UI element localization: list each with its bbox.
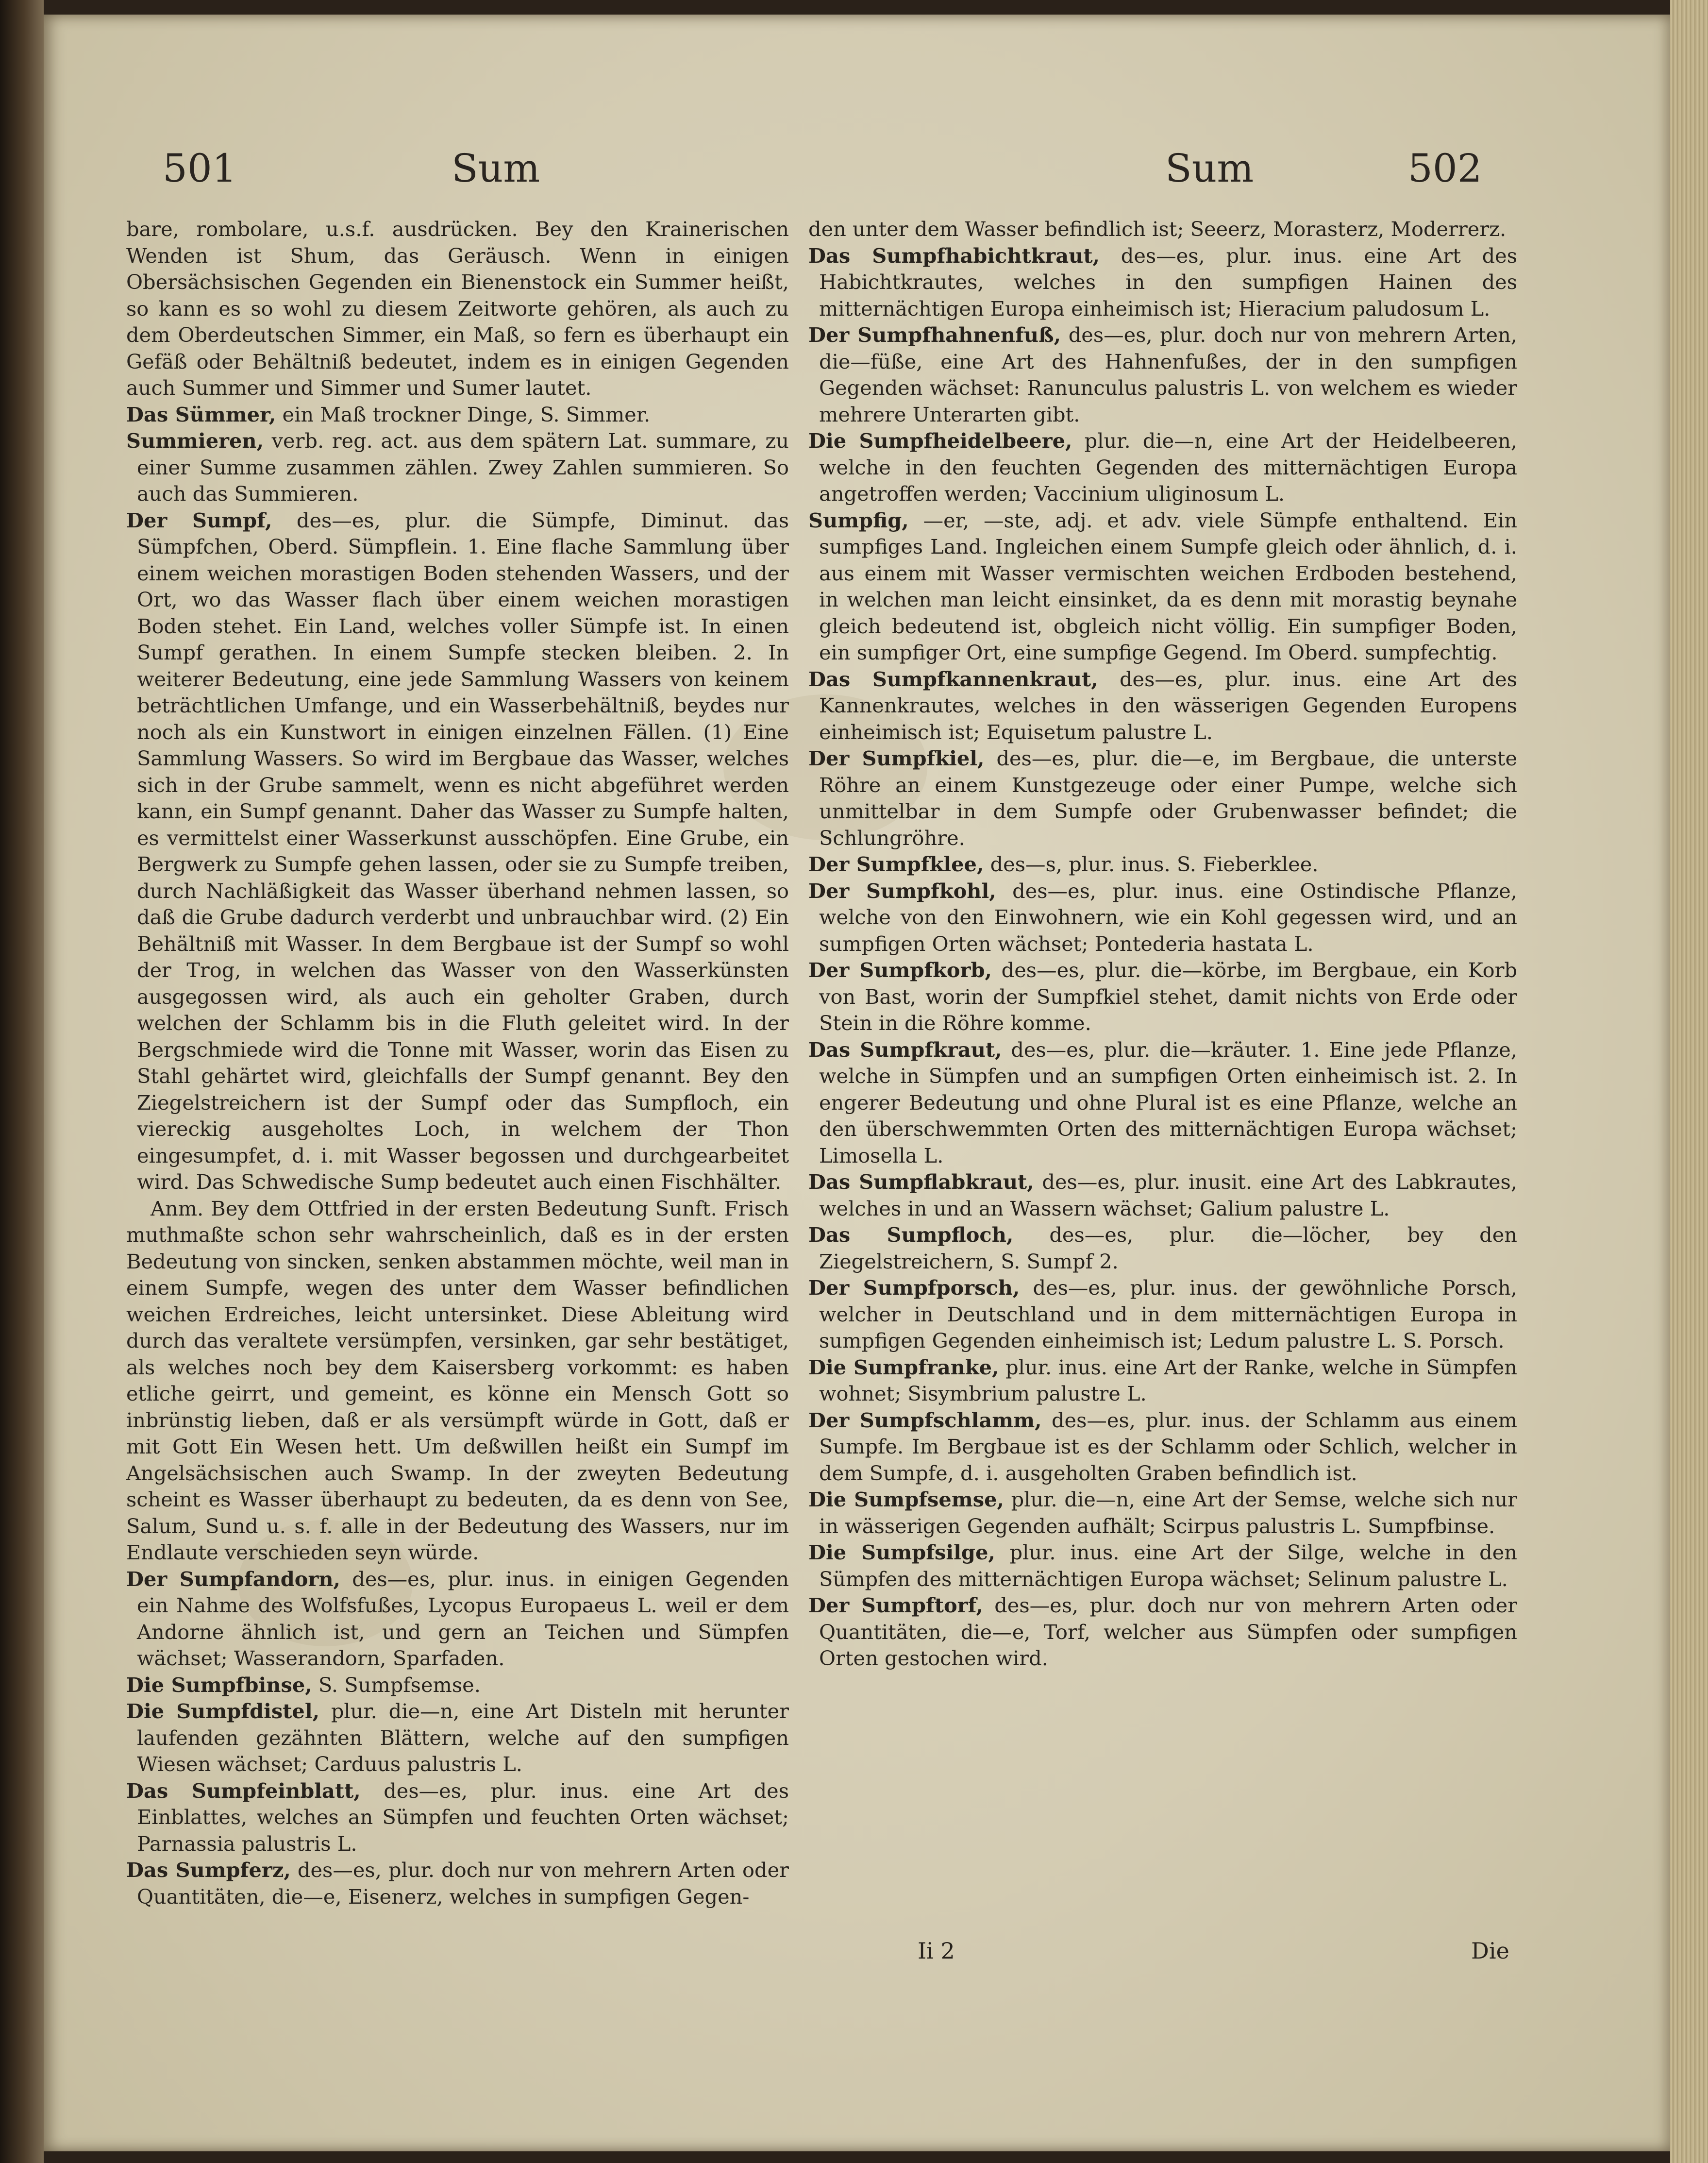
headword: Die Sumpfheidelbeere,: [808, 429, 1072, 453]
dictionary-entry: Der Sumpfandorn, des—es, plur. inus. in einigen Gegenden ein Nahme des Wolfsfußes, Lycopus Europaeus L. weil er dem Andorne ähnlich ist, und gern an Teichen und Sümpfen wächset; Wasserandorn, Sparfaden.: [126, 1567, 789, 1670]
dictionary-entry: Der Sumpfschlamm, des—es, plur. inus. der Schlamm aus einem Sumpfe. Im Bergbaue ist es der Schlamm oder Schlich, welcher in dem Sumpfe, d. i. ausgeholten Graben befindlich ist.: [808, 1408, 1517, 1485]
running-head-left: Sum: [452, 146, 540, 191]
entry-continuation: bare, rombolare, u.s.f. ausdrücken. Bey den Krainerischen Wenden ist Shum, das Geräusch. Wenn in einigen Obersächsischen Gegenden ein Bienenstock ein Summer heißt, so kann es so wohl zu diesem Zeitworte gehören, als auch zu dem Oberdeutschen Simmer, ein Maß, so fern es überhaupt ein Gefäß oder Behältniß bedeutet, indem es in einigen Gegenden auch Summer und Simmer und Sumer lautet.: [126, 217, 789, 400]
dictionary-entry: Das Sümmer, ein Maß trockner Dinge, S. Simmer.: [126, 402, 651, 426]
headword: Die Sumpfbinse,: [126, 1673, 312, 1697]
dictionary-entry: Das Sumpfloch, des—es, plur. die—löcher, bey den Ziegelstreichern, S. Sumpf 2.: [808, 1223, 1517, 1273]
catchword: Die: [1471, 1938, 1509, 1964]
headword: Das Sumpfeinblatt,: [126, 1778, 361, 1803]
entry-continuation: den unter dem Wasser befindlich ist; Seeerz, Morasterz, Moderrerz.: [808, 217, 1507, 241]
dictionary-entry: Die Sumpfdistel, plur. die—n, eine Art Disteln mit herunter laufenden gezähnten Blättern, welche auf den sumpfigen Wiesen wächset; Carduus palustris L.: [126, 1699, 789, 1776]
dictionary-entry: Der Sumpfporsch, des—es, plur. inus. der gewöhnliche Porsch, welcher in Deutschland und in dem mitternächtigen Europa in sumpfigen Gegenden einheimisch ist; Ledum palustre L. S. Porsch.: [808, 1276, 1517, 1352]
headword: Die Sumpfranke,: [808, 1355, 999, 1379]
page-number-left: 501: [163, 146, 237, 191]
headword: Das Sumpfkannenkraut,: [808, 667, 1098, 691]
headword: Der Sumpfkiel,: [808, 746, 985, 770]
dictionary-entry: Die Sumpfheidelbeere, plur. die—n, eine Art der Heidelbeeren, welche in den feuchten Gegenden des mitternächtigen Europa angetroffen werden; Vaccinium uliginosum L.: [808, 429, 1517, 506]
dictionary-entry: Die Sumpfsemse, plur. die—n, eine Art der Semse, welche sich nur in wässerigen Gegenden aufhält; Scirpus palustris L. Sumpfbinse.: [808, 1487, 1517, 1538]
headword: Der Sumpfhahnenfuß,: [808, 323, 1061, 347]
headword: Der Sumpfklee,: [808, 852, 984, 876]
dictionary-entry: Die Sumpfbinse, S. Sumpfsemse.: [126, 1673, 481, 1697]
annotation-paragraph: Anm. Bey dem Ottfried in der ersten Bedeutung Sunft. Frisch muthmaßte schon sehr wahrscheinlich, daß es in der ersten Bedeutung von sincken, senken abstammen möchte, weil man in einem Sumpfe, wegen des unter dem Wasser befindlichen weichen Erdreiches, leicht untersinket. Diese Ableitung wird durch das veraltete versümpfen, versinken, gar sehr bestätiget, als welches noch bey dem Kaisersberg vorkommt: es haben etliche geirrt, und gemeint, es könne ein Mensch Gott so inbrünstig lieben, daß er als versümpft würde in Gott, daß er mit Gott Ein Wesen hett. Um deßwillen heißt ein Sumpf im Angelsächsischen auch Swamp. In der zweyten Bedeutung scheint es Wasser überhaupt zu bedeuten, da es denn von See, Salum, Sund u. s. f. alle in der Bedeutung des Wassers, nur im Endlaute verschieden seyn würde.: [126, 1196, 789, 1564]
running-head-right: Sum: [1165, 146, 1254, 191]
headword: Das Sümmer,: [126, 402, 276, 426]
dictionary-entry: Der Sumpfkohl, des—es, plur. inus. eine Ostindische Pflanze, welche von den Einwohnern, wie ein Kohl gegessen wird, und an sumpfigen Orten wächset; Pontederia hastata L.: [808, 879, 1517, 956]
dictionary-entry: Die Sumpfsilge, plur. inus. eine Art der Silge, welche in den Sümpfen des mitternächtigen Europa wächset; Selinum palustre L.: [808, 1540, 1518, 1591]
dictionary-entry: Das Sumpferz, des—es, plur. doch nur von mehrern Arten oder Quantitäten, die—e, Eisenerz, welches in sumpfigen Gegen-: [126, 1858, 789, 1909]
headword: Sumpfig,: [808, 508, 909, 532]
headword: Der Sumpfkohl,: [808, 879, 996, 903]
left-column: [126, 216, 789, 1910]
headword: Das Sumpfhabichtkraut,: [808, 243, 1100, 268]
dictionary-entry: Der Sumpf, des—es, plur. die Sümpfe, Diminut. das Sümpfchen, Oberd. Sümpflein. 1. Eine flache Sammlung über einem weichen morastigen Boden stehenden Wassers, und der Ort, wo das Wasser flach über einem weichen morastigen Boden stehet. Ein Land, welches voller Sümpfe ist. In einen Sumpf gerathen. In einem Sumpfe stecken bleiben. 2. In weiterer Bedeutung, eine jede Sammlung Wassers von keinem beträchtlichen Umfange, und ein Wasserbehältniß, beydes nur noch als ein Kunstwort in einigen einzelnen Fällen. (1) Eine Sammlung Wassers. So wird im Bergbaue das Wasser, welches sich in der Grube sammelt, wenn es nicht abgeführet werden kann, ein Sumpf genannt. Daher das Wasser zu Sumpfe halten, es vermittelst einer Wasserkunst ausschöpfen. Eine Grube, ein Bergwerk zu Sumpfe gehen lassen, oder sie zu Sumpfe treiben, durch Nachläßigkeit das Wasser überhand nehmen lassen, so daß die Grube dadurch verderbt und unbrauchbar wird. (2) Ein Behältniß mit Wasser. In dem Bergbaue ist der Sumpf so wohl der Trog, in welchen das Wasser von den Wasserkünsten ausgegossen wird, als auch ein geholter Graben, durch welchen der Schlamm bis in die Fluth geleitet wird. In der Bergschmiede wird die Tonne mit Wasser, worin das Eisen zu Stahl gehärtet wird, gleichfalls der Sumpf genannt. Bey den Ziegelstreichern ist der Sumpf oder das Sumpfloch, ein viereckig ausgeholtes Loch, in welchem der Thon eingesumpfet, d. i. mit Wasser begossen und durchgearbeitet wird. Das Schwedische Sump bedeutet auch einen Fischhälter.: [126, 508, 789, 1194]
headword: Das Sumpfloch,: [808, 1223, 1014, 1247]
dictionary-entry: Das Sumpfkraut, des—es, plur. die—kräuter. 1. Eine jede Pflanze, welche in Sümpfen und an sumpfigen Orten einheimisch ist. 2. In engerer Bedeutung und ohne Plural ist es eine Pflanze, welche an den überschwemmten Orten des mitternächtigen Europa wächset; Limosella L.: [808, 1037, 1517, 1167]
page-number-right: 502: [1408, 146, 1482, 191]
dictionary-entry: Der Sumpfklee, des—s, plur. inus. S. Fieberklee.: [808, 852, 1319, 876]
headword: Die Sumpfdistel,: [126, 1699, 320, 1723]
dictionary-entry: Das Sumpflabkraut, des—es, plur. inusit. eine Art des Labkrautes, welches in und an Wassern wächset; Galium palustre L.: [808, 1170, 1518, 1220]
dictionary-entry: Sumpfig, —er, —ste, adj. et adv. viele Sümpfe enthaltend. Ein sumpfiges Land. Ingleichen einem Sumpfe gleich oder ähnlich, d. i. aus einem mit Wasser vermischten weichen Erdboden bestehend, in welchen man leicht einsinket, da es denn mit morastig beynahe gleich bedeutend ist, obgleich nicht völlig. Ein sumpfiger Boden, ein sumpfiger Ort, eine sumpfige Gegend. Im Oberd. sumpfechtig.: [808, 508, 1517, 664]
headword: Der Sumpftorf,: [808, 1593, 983, 1617]
headword: Der Sumpfschlamm,: [808, 1408, 1042, 1432]
headword: Das Sumpfkraut,: [808, 1037, 1002, 1062]
book-spine-edge: [0, 0, 44, 2163]
dictionary-entry: Das Sumpfhabichtkraut, des—es, plur. inus. eine Art des Habichtkrautes, welches in den sumpfigen Hainen des mitternächtigen Europa einheimisch ist; Hieracium paludosum L.: [808, 243, 1518, 321]
signature-mark: Ii 2: [918, 1938, 955, 1964]
dictionary-entry: Das Sumpfeinblatt, des—es, plur. inus. eine Art des Einblattes, welches an Sümpfen und feuchten Orten wächset; Parnassia palustris L.: [126, 1778, 789, 1856]
dictionary-entry: Das Sumpfkannenkraut, des—es, plur. inus. eine Art des Kannenkrautes, welches in den wässerigen Gegenden Europens einheimisch ist; Equisetum palustre L.: [808, 667, 1517, 744]
dictionary-entry: Der Sumpfhahnenfuß, des—es, plur. doch nur von mehrern Arten, die—füße, eine Art des Hahnenfußes, der in den sumpfigen Gegenden wächset: Ranunculus palustris L. von welchem es wieder mehrere Unterarten gibt.: [808, 323, 1517, 426]
headword: Die Sumpfsemse,: [808, 1487, 1004, 1511]
dictionary-entry: Summieren, verb. reg. act. aus dem spätern Lat. summare, zu einer Summe zusammen zählen. Zwey Zahlen summieren. So auch das Summieren.: [126, 429, 789, 506]
dictionary-entry: Der Sumpfkiel, des—es, plur. die—e, im Bergbaue, die unterste Röhre an einem Kunstgezeuge oder einer Pumpe, welche sich unmittelbar in dem Sumpfe oder Grubenwasser befindet; die Schlungröhre.: [808, 746, 1518, 850]
headword: Das Sumpferz,: [126, 1858, 291, 1882]
headword: Die Sumpfsilge,: [808, 1540, 995, 1564]
headword: Das Sumpflabkraut,: [808, 1170, 1034, 1194]
headword: Der Sumpfporsch,: [808, 1276, 1020, 1300]
right-column: [808, 216, 1517, 1672]
headword: Der Sumpf,: [126, 508, 272, 532]
page-block-edge: [1670, 0, 1708, 2163]
dictionary-entry: Die Sumpfranke, plur. inus. eine Art der Ranke, welche in Sümpfen wohnet; Sisymbrium palustre L.: [808, 1355, 1517, 1405]
headword: Der Sumpfandorn,: [126, 1567, 340, 1591]
dictionary-entry: Der Sumpftorf, des—es, plur. doch nur von mehrern Arten oder Quantitäten, die—e, Torf, welcher aus Sümpfen oder sumpfigen Orten gestochen wird.: [808, 1593, 1517, 1670]
dictionary-entry: Der Sumpfkorb, des—es, plur. die—körbe, im Bergbaue, ein Korb von Bast, worin der Sumpfkiel stehet, damit nichts von Erde oder Stein in die Röhre komme.: [808, 958, 1517, 1035]
headword: Der Sumpfkorb,: [808, 958, 992, 982]
headword: Summieren,: [126, 429, 264, 453]
